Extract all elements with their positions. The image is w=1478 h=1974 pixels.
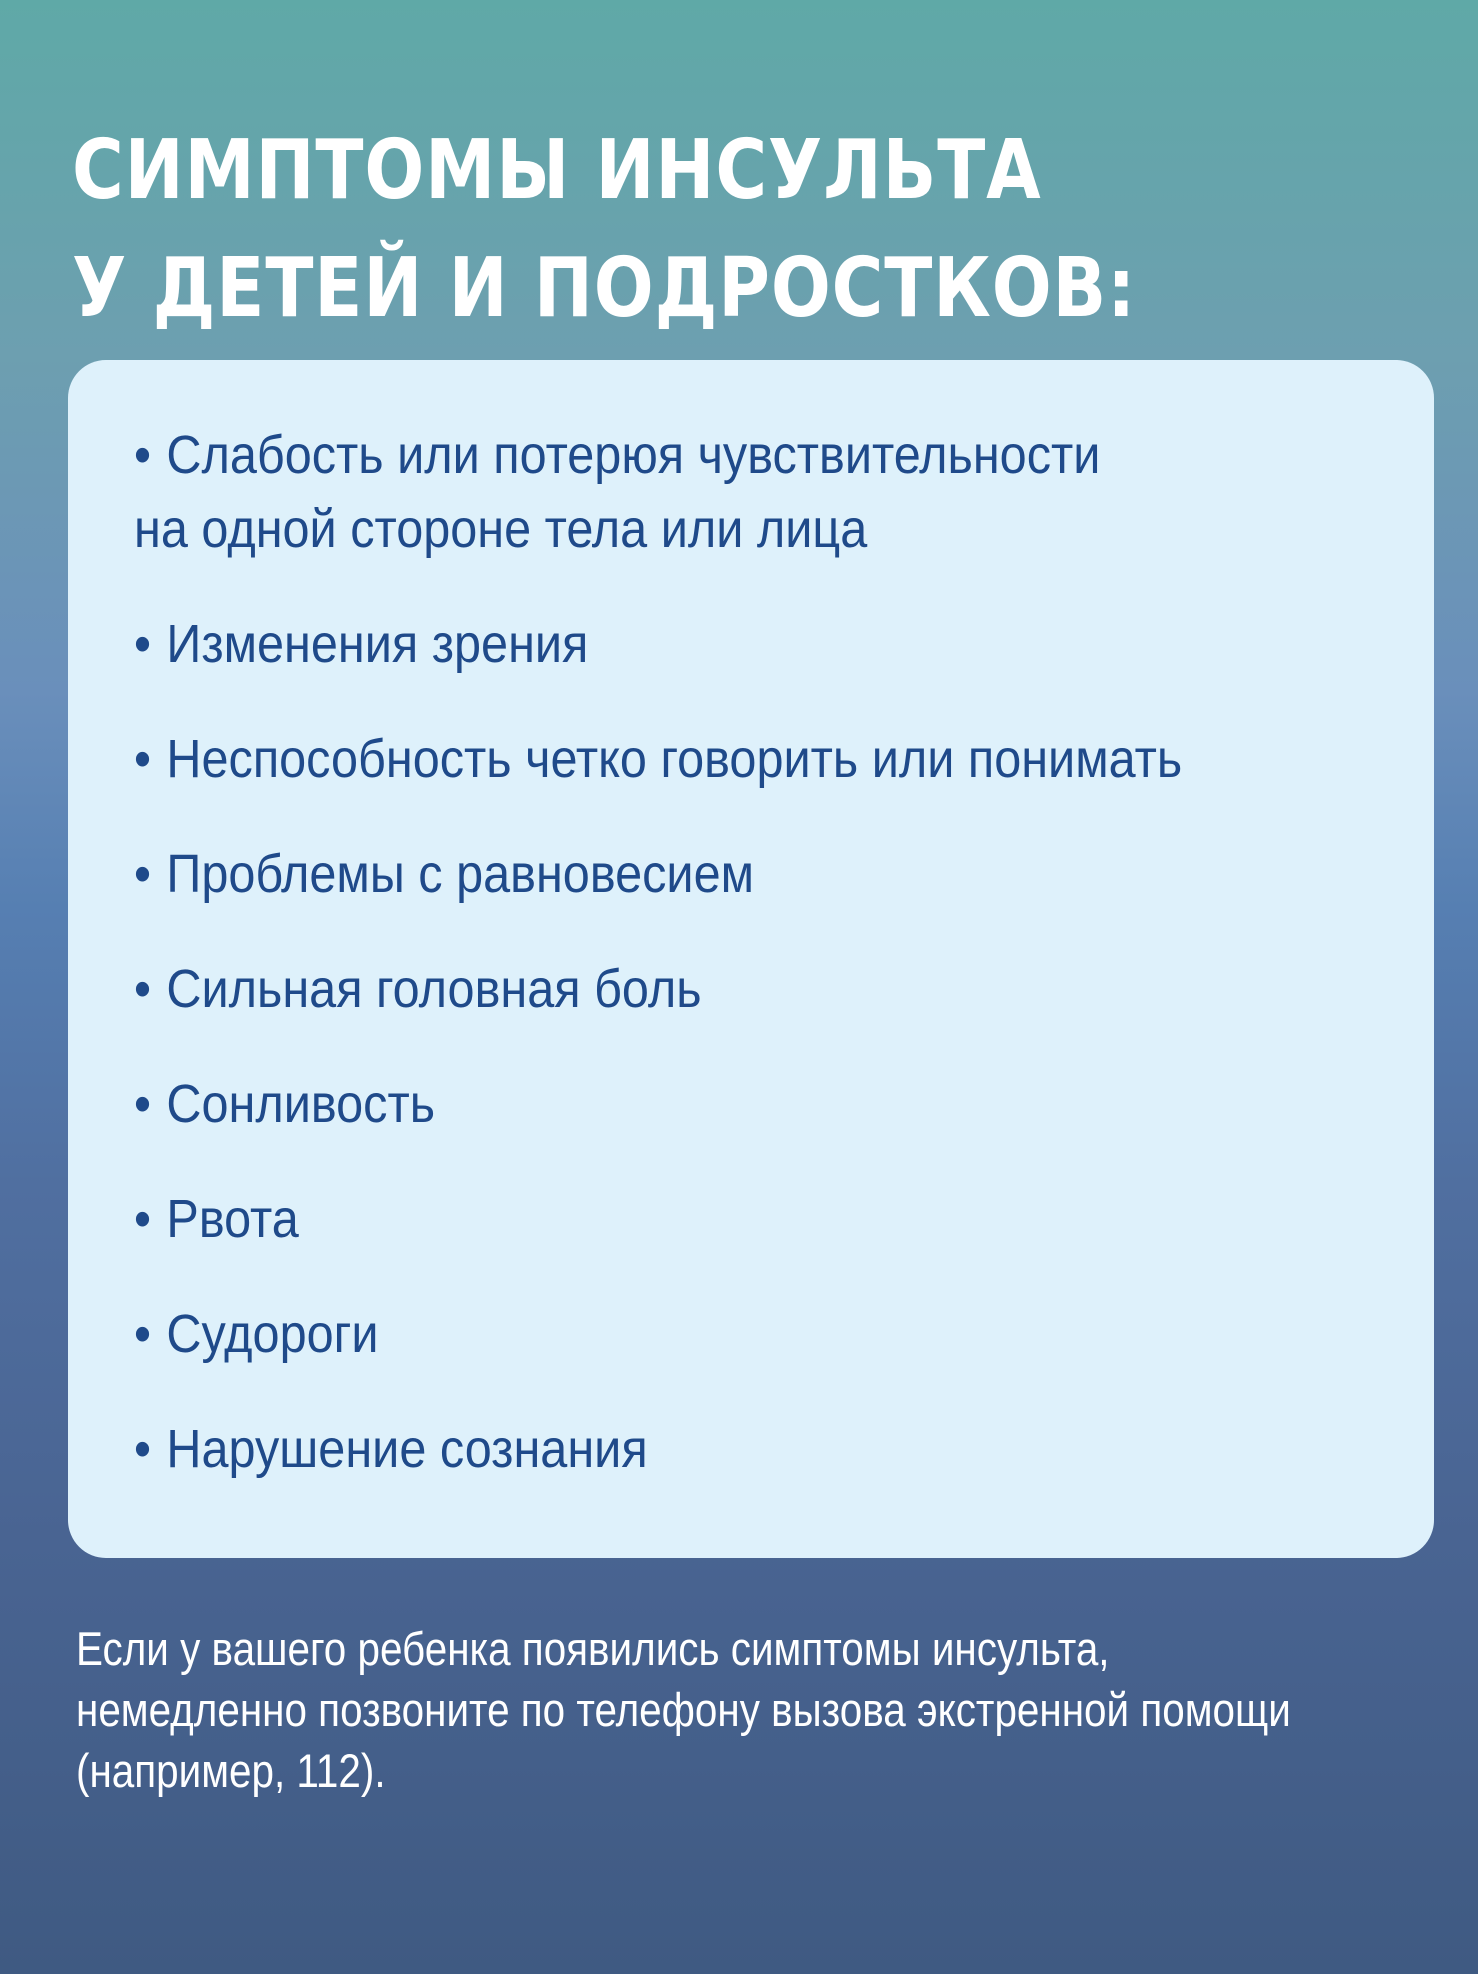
bullet-icon: •: [134, 959, 152, 1019]
symptom-item-drowsiness: [134, 1067, 1277, 1141]
page-title-line-1: СИМПТОМЫ ИНСУЛЬТА: [72, 123, 1042, 218]
bullet-icon: •: [134, 844, 152, 904]
emergency-note-line-3: (например, 112).: [76, 1744, 386, 1797]
bullet-icon: •: [134, 425, 152, 485]
symptom-text: Проблемы с равновесием: [166, 844, 755, 904]
page-title-line-2: У ДЕТЕЙ И ПОДРОСТКОВ:: [72, 241, 1137, 336]
bullet-icon: •: [134, 729, 152, 789]
bullet-icon: •: [134, 1074, 152, 1134]
symptom-item-weakness: [134, 418, 1277, 566]
symptom-text: Неспособность четко говорить или понимать: [166, 729, 1183, 789]
emergency-note: [76, 1618, 1291, 1801]
bullet-icon: •: [134, 1189, 152, 1249]
symptom-item-balance: [134, 837, 1277, 911]
symptom-item-speech: [134, 722, 1277, 796]
symptom-text: Слабость или потерюя чувствительности: [166, 425, 1101, 485]
symptom-text: Изменения зрения: [166, 614, 589, 674]
symptom-text-continued: на одной стороне тела или лица: [134, 499, 868, 559]
page-title: [72, 112, 1224, 348]
symptom-item-headache: [134, 952, 1277, 1026]
symptom-item-consciousness: [134, 1412, 1277, 1486]
symptoms-list: [134, 418, 1404, 1527]
bullet-icon: •: [134, 1304, 152, 1364]
bullet-icon: •: [134, 614, 152, 674]
emergency-note-line-1: Если у вашего ребенка появились симптомы инсульта,: [76, 1622, 1110, 1675]
symptom-text: Сильная головная боль: [166, 959, 702, 1019]
bullet-icon: •: [134, 1419, 152, 1479]
symptom-item-vomiting: [134, 1182, 1277, 1256]
symptom-text: Судороги: [166, 1304, 379, 1364]
symptom-text: Сонливость: [166, 1074, 436, 1134]
symptom-item-seizures: [134, 1297, 1277, 1371]
symptom-text: Рвота: [166, 1189, 299, 1249]
emergency-note-line-2: немедленно позвоните по телефону вызова экстренной помощи: [76, 1683, 1291, 1736]
symptom-text: Нарушение сознания: [166, 1419, 648, 1479]
symptom-item-vision: [134, 607, 1277, 681]
symptoms-card: [68, 360, 1434, 1558]
